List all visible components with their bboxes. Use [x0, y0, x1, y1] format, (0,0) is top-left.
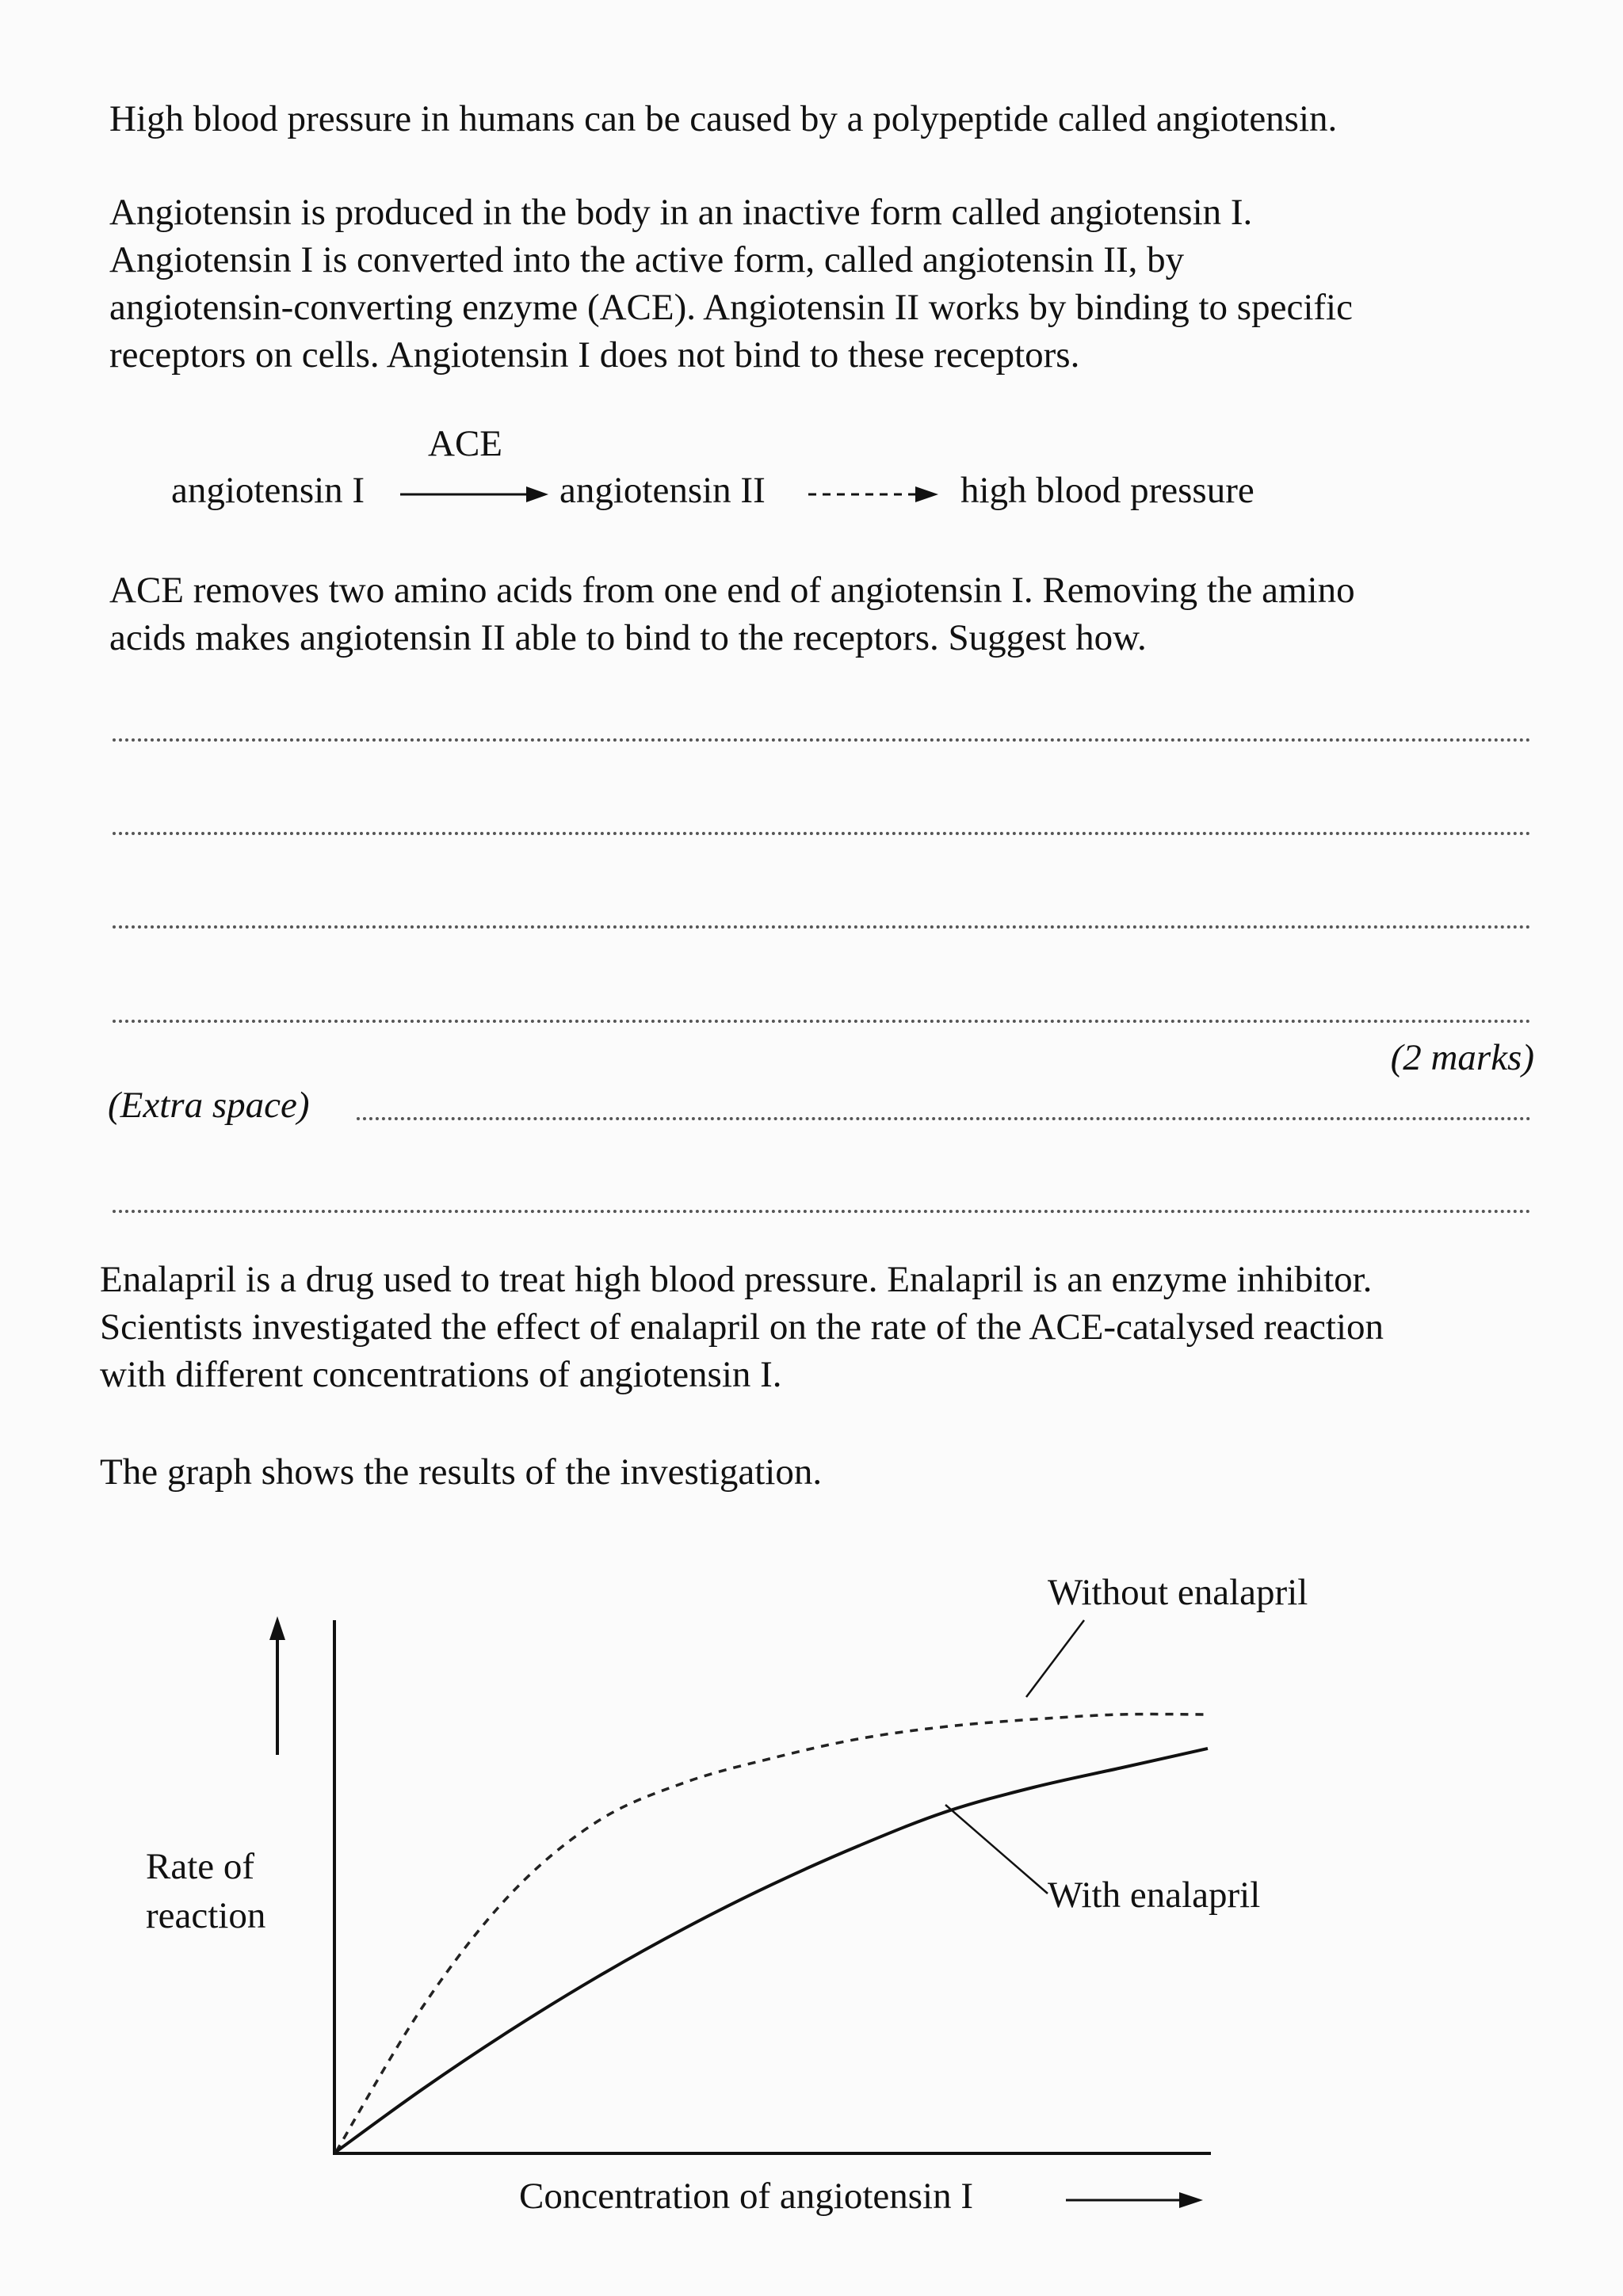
text-line: Enalapril is a drug used to treat high blood pressure. Enalapril is an enzyme inhibitor.	[100, 1259, 1373, 1300]
scheme-enzyme-label: ACE	[428, 423, 502, 464]
scheme-effect: high blood pressure	[960, 470, 1254, 511]
extra-space-label: (Extra space)	[108, 1085, 310, 1126]
intro-text: High blood pressure in humans can be caused by a polypeptide called angiotensin.	[109, 98, 1338, 139]
arrowhead-icon	[269, 1616, 285, 1640]
text-line: ACE removes two amino acids from one end of angiotensin I. Removing the amino	[109, 570, 1355, 611]
text-line: angiotensin-converting enzyme (ACE). Angiotensin II works by binding to specific	[109, 287, 1353, 328]
text-line: Scientists investigated the effect of enalapril on the rate of the ACE-catalysed reaction	[100, 1306, 1384, 1348]
text-line: Angiotensin I is converted into the active form, called angiotensin II, by	[109, 239, 1185, 280]
leader-line-with	[945, 1805, 1048, 1894]
y-axis-label-line: reaction	[146, 1895, 266, 1936]
x-axis-label: Concentration of angiotensin I	[519, 2176, 973, 2217]
text-line: with different concentrations of angiotensin I.	[100, 1354, 782, 1395]
y-axis-label-line: Rate of	[146, 1846, 255, 1887]
arrowhead-icon	[526, 486, 548, 502]
arrowhead-icon	[915, 486, 938, 502]
curve-without-enalapril	[336, 1714, 1208, 2152]
text-line: acids makes angiotensin II able to bind to the receptors. Suggest how.	[109, 617, 1147, 658]
graph-intro-text: The graph shows the results of the investigation.	[100, 1451, 823, 1493]
arrowhead-icon	[1179, 2192, 1203, 2208]
text-line: receptors on cells. Angiotensin I does not bind to these receptors.	[109, 334, 1080, 376]
scheme-product: angiotensin II	[559, 470, 766, 511]
legend-label-without: Without enalapril	[1048, 1572, 1308, 1613]
legend-label-with: With enalapril	[1048, 1875, 1261, 1916]
leader-line-without	[1026, 1620, 1084, 1697]
curve-with-enalapril	[336, 1749, 1208, 2152]
scheme-substrate: angiotensin I	[171, 470, 365, 511]
marks-label: (2 marks)	[1390, 1037, 1534, 1078]
text-line: Angiotensin is produced in the body in an inactive form called angiotensin I.	[109, 192, 1253, 233]
